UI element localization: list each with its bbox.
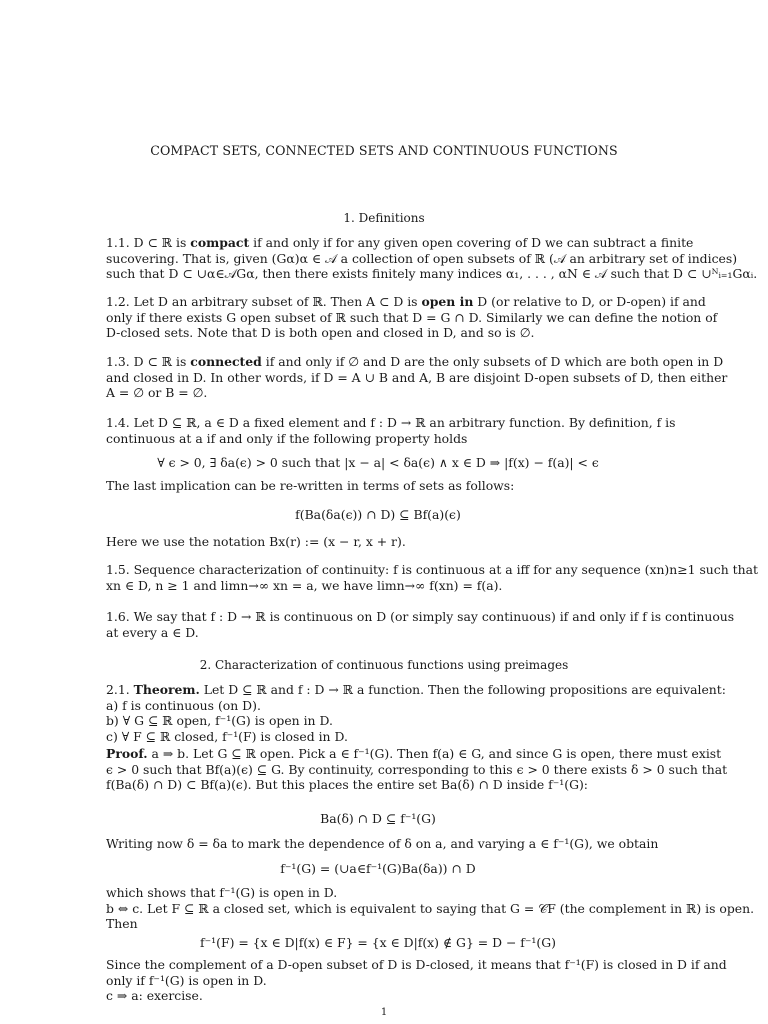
text-line: and closed in D. In other words, if D = A ∪ B and A, B are disjoint D-open subsets of D, then either [106, 369, 728, 385]
text-line: 1.1. D ⊂ ℝ is compact if and only if for any given open covering of D we can subtract a finite [106, 235, 694, 250]
text-line: b ⇔ c. Let F ⊆ ℝ a closed set, which is equivalent to saying that G = 𝒞F (the complement in ℝ) is open. [106, 900, 755, 916]
text-line: sucovering. That is, given (Gα)α ∈ 𝒜 a collection of open subsets of ℝ (𝒜 an arbitrary set of indices) [106, 250, 738, 266]
text-line: Here we use the notation Bx(r) := (x − r, x + r). [106, 534, 406, 549]
paragraph-1-4-notation [106, 534, 650, 550]
section-heading-characterization: 2. Characterization of continuous functions using preimages [199, 658, 569, 672]
text-line: such that D ⊂ ∪α∈𝒜Gα, then there exists finitely many indices α₁, . . . , αN ∈ 𝒜 such that D ⊂ ∪ᴺᵢ₌₁Gαᵢ. [106, 266, 758, 282]
list-item: a) f is continuous (on D). [106, 697, 261, 713]
text-line: D-closed sets. Note that D is both open and closed in D, and so is ∅. [106, 325, 535, 341]
paragraph-1-3 [106, 354, 728, 401]
section-heading-definitions: 1. Definitions [343, 211, 425, 225]
equation-sets: f(Ba(δa(ϵ)) ∩ D) ⊆ Bf(a)(ϵ) [295, 507, 461, 522]
text-line: xn ∈ D, n ≥ 1 and limn→∞ xn = a, we have limn→∞ f(xn) = f(a). [106, 577, 503, 593]
text-line: f(Ba(δ) ∩ D) ⊂ Bf(a)(ϵ). But this places the entire set Ba(δ) ∩ D inside f⁻¹(G): [106, 777, 588, 793]
term-connected: connected [190, 354, 262, 369]
text-line: 1.6. We say that f : D → ℝ is continuous on D (or simply say continuous) if and only if f is continuous [106, 609, 735, 624]
proof-cont-1 [106, 836, 659, 852]
paragraph-1-2 [106, 294, 718, 341]
text-line: A = ∅ or B = ∅. [106, 385, 208, 401]
page-number: 1 [380, 1007, 388, 1018]
proof-cont-2 [106, 885, 755, 932]
paragraph-1-4-cont [106, 478, 650, 494]
term-open-in: open in [421, 294, 474, 309]
theorem-2-1 [106, 682, 726, 744]
text-line: 2.1. Theorem. Let D ⊆ ℝ and f : D → ℝ a function. Then the following propositions are equivalent: [106, 682, 726, 697]
equation-inclusion: Ba(δ) ∩ D ⊆ f⁻¹(G) [320, 811, 436, 826]
text-line: which shows that f⁻¹(G) is open in D. [106, 885, 338, 900]
proof [106, 746, 728, 793]
text-line: Then [106, 916, 138, 932]
list-item: c) ∀ F ⊆ ℝ closed, f⁻¹(F) is closed in D. [106, 728, 348, 744]
theorem-label: Theorem. [133, 682, 200, 697]
term-compact: compact [190, 235, 250, 250]
list-item: b) ∀ G ⊆ ℝ open, f⁻¹(G) is open in D. [106, 713, 333, 729]
text-line: The last implication can be re-written in terms of sets as follows: [106, 478, 515, 493]
proof-cont-3 [106, 957, 727, 1004]
text-line: Proof. a ⇒ b. Let G ⊆ ℝ open. Pick a ∈ f⁻¹(G). Then f(a) ∈ G, and since G is open, there must exist [106, 746, 722, 761]
equation-continuity: ∀ ϵ > 0, ∃ δa(ϵ) > 0 such that |x − a| < δa(ϵ) ∧ x ∈ D ⇒ |f(x) − f(a)| < ϵ [157, 455, 599, 470]
equation-preimage-closed: f⁻¹(F) = {x ∈ D|f(x) ∈ F} = {x ∈ D|f(x) ∉ G} = D − f⁻¹(G) [200, 935, 556, 950]
text-line: Writing now δ = δa to mark the dependence of δ on a, and varying a ∈ f⁻¹(G), we obtain [106, 836, 659, 851]
paragraph-1-1 [106, 235, 758, 282]
text-line: 1.5. Sequence characterization of continuity: f is continuous at a iff for any sequence (xn)n≥1 such that [106, 562, 758, 577]
text-line: 1.4. Let D ⊆ ℝ, a ∈ D a fixed element and f : D → ℝ an arbitrary function. By definition, f is [106, 415, 676, 430]
text-line: only if f⁻¹(G) is open in D. [106, 972, 267, 988]
paragraph-1-4 [106, 415, 676, 446]
text-line: c ⇒ a: exercise. [106, 988, 203, 1004]
proof-label: Proof. [106, 746, 148, 761]
text-line: only if there exists G open subset of ℝ such that D = G ∩ D. Similarly we can define the notion of [106, 309, 718, 325]
text-line: ϵ > 0 such that Bf(a)(ϵ) ⊆ G. By continuity, corresponding to this ϵ > 0 there exists δ > 0 such that [106, 761, 728, 777]
page-title: COMPACT SETS, CONNECTED SETS AND CONTINUOUS FUNCTIONS [150, 143, 618, 158]
text-line: Since the complement of a D-open subset of D is D-closed, it means that f⁻¹(F) is closed in D if and [106, 957, 727, 972]
text-line: 1.2. Let D an arbitrary subset of ℝ. Then A ⊂ D is open in D (or relative to D, or D-open) if and [106, 294, 706, 309]
paragraph-1-5 [106, 562, 758, 593]
text-line: continuous at a if and only if the following property holds [106, 430, 468, 446]
paragraph-1-6 [106, 609, 735, 640]
text-line: at every a ∈ D. [106, 624, 199, 640]
text-line: 1.3. D ⊂ ℝ is connected if and only if ∅ and D are the only subsets of D which are both open in D [106, 354, 724, 369]
equation-preimage-union: f⁻¹(G) = (∪a∈f⁻¹(G)Ba(δa)) ∩ D [280, 861, 476, 876]
